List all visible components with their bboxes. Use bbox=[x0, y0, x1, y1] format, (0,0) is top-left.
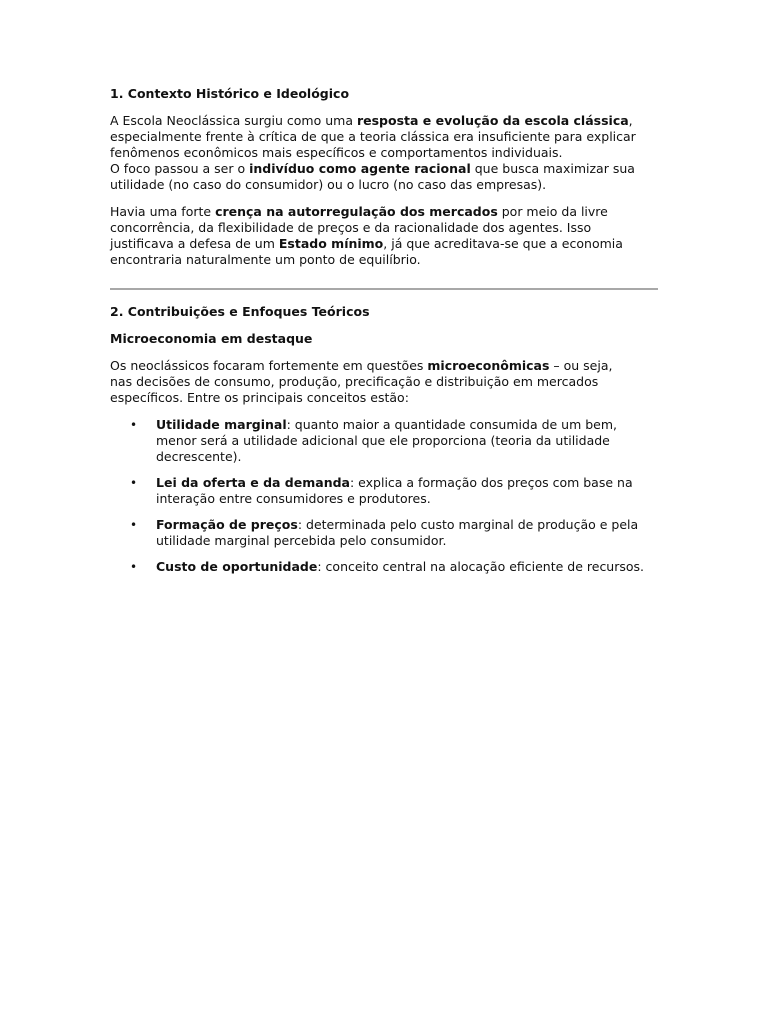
text-line bbox=[156, 517, 658, 533]
emphasis-text: microeconômicas bbox=[427, 358, 550, 373]
text-run: – ou seja, bbox=[549, 358, 613, 373]
text-line bbox=[110, 236, 658, 252]
text-run: , bbox=[628, 113, 633, 128]
text-line: especialmente frente à crítica de que a teoria clássica era insuficiente para explicar bbox=[110, 129, 636, 144]
bullet-icon: • bbox=[130, 418, 138, 432]
concepts-list bbox=[110, 417, 658, 575]
document-page bbox=[110, 86, 658, 585]
text-line: decrescente). bbox=[156, 449, 242, 464]
text-line bbox=[156, 417, 658, 433]
text-line: interação entre consumidores e produtores. bbox=[156, 491, 431, 506]
text-line bbox=[110, 113, 658, 129]
text-run: O foco passou a ser o bbox=[110, 161, 250, 176]
text-line: utilidade marginal percebida pelo consumidor. bbox=[156, 533, 447, 548]
concept-term: Lei da oferta e da demanda bbox=[156, 475, 350, 490]
section-divider bbox=[110, 288, 658, 290]
text-line: utilidade (no caso do consumidor) ou o lucro (no caso das empresas). bbox=[110, 177, 547, 192]
emphasis-text: resposta e evolução da escola clássica bbox=[356, 113, 629, 128]
bullet-icon: • bbox=[130, 560, 138, 574]
text-line bbox=[156, 475, 658, 491]
concept-term: Formação de preços bbox=[156, 517, 298, 532]
text-line bbox=[110, 358, 658, 374]
text-run: , já que acreditava-se que a economia bbox=[383, 236, 623, 251]
section-2-heading: 2. Contribuições e Enfoques Teóricos bbox=[110, 304, 370, 319]
text-run: A Escola Neoclássica surgiu como uma bbox=[110, 113, 357, 128]
text-run: Havia uma forte bbox=[110, 204, 216, 219]
list-item bbox=[110, 475, 658, 507]
bullet-icon: • bbox=[130, 518, 138, 532]
text-line bbox=[110, 204, 658, 220]
text-line bbox=[110, 161, 658, 177]
bullet-icon: • bbox=[130, 476, 138, 490]
text-line bbox=[156, 559, 658, 575]
section-2-subheading: Microeconomia em destaque bbox=[110, 331, 313, 346]
text-run: : determinada pelo custo marginal de produção e pela bbox=[297, 517, 639, 532]
text-line: fenômenos econômicos mais específicos e comportamentos individuais. bbox=[110, 145, 563, 160]
text-run: Os neoclássicos focaram fortemente em questões bbox=[110, 358, 428, 373]
text-run: : quanto maior a quantidade consumida de um bem, bbox=[286, 417, 618, 432]
list-item bbox=[110, 417, 658, 465]
section-1-heading: 1. Contexto Histórico e Ideológico bbox=[110, 86, 350, 101]
text-line: encontraria naturalmente um ponto de equilíbrio. bbox=[110, 252, 421, 267]
concept-term: Utilidade marginal bbox=[156, 417, 287, 432]
concept-term: Custo de oportunidade bbox=[156, 559, 318, 574]
emphasis-text: crença na autorregulação dos mercados bbox=[215, 204, 498, 219]
emphasis-text: indivíduo como agente racional bbox=[249, 161, 471, 176]
text-run: que busca maximizar sua bbox=[470, 161, 635, 176]
section-1-paragraph-2 bbox=[110, 204, 658, 268]
emphasis-text: Estado mínimo bbox=[278, 236, 384, 251]
section-1-paragraph-1 bbox=[110, 113, 658, 193]
text-run: justificava a defesa de um bbox=[110, 236, 279, 251]
section-2-intro bbox=[110, 358, 658, 406]
text-run: por meio da livre bbox=[497, 204, 608, 219]
text-line: nas decisões de consumo, produção, precificação e distribuição em mercados bbox=[110, 374, 599, 389]
text-line: específicos. Entre os principais conceitos estão: bbox=[110, 390, 409, 405]
list-item bbox=[110, 517, 658, 549]
text-run: : conceito central na alocação eficiente de recursos. bbox=[317, 559, 645, 574]
text-line: menor será a utilidade adicional que ele proporciona (teoria da utilidade bbox=[156, 433, 610, 448]
text-line: concorrência, da flexibilidade de preços e da racionalidade dos agentes. Isso bbox=[110, 220, 592, 235]
list-item bbox=[110, 559, 658, 575]
text-run: : explica a formação dos preços com base na bbox=[349, 475, 633, 490]
